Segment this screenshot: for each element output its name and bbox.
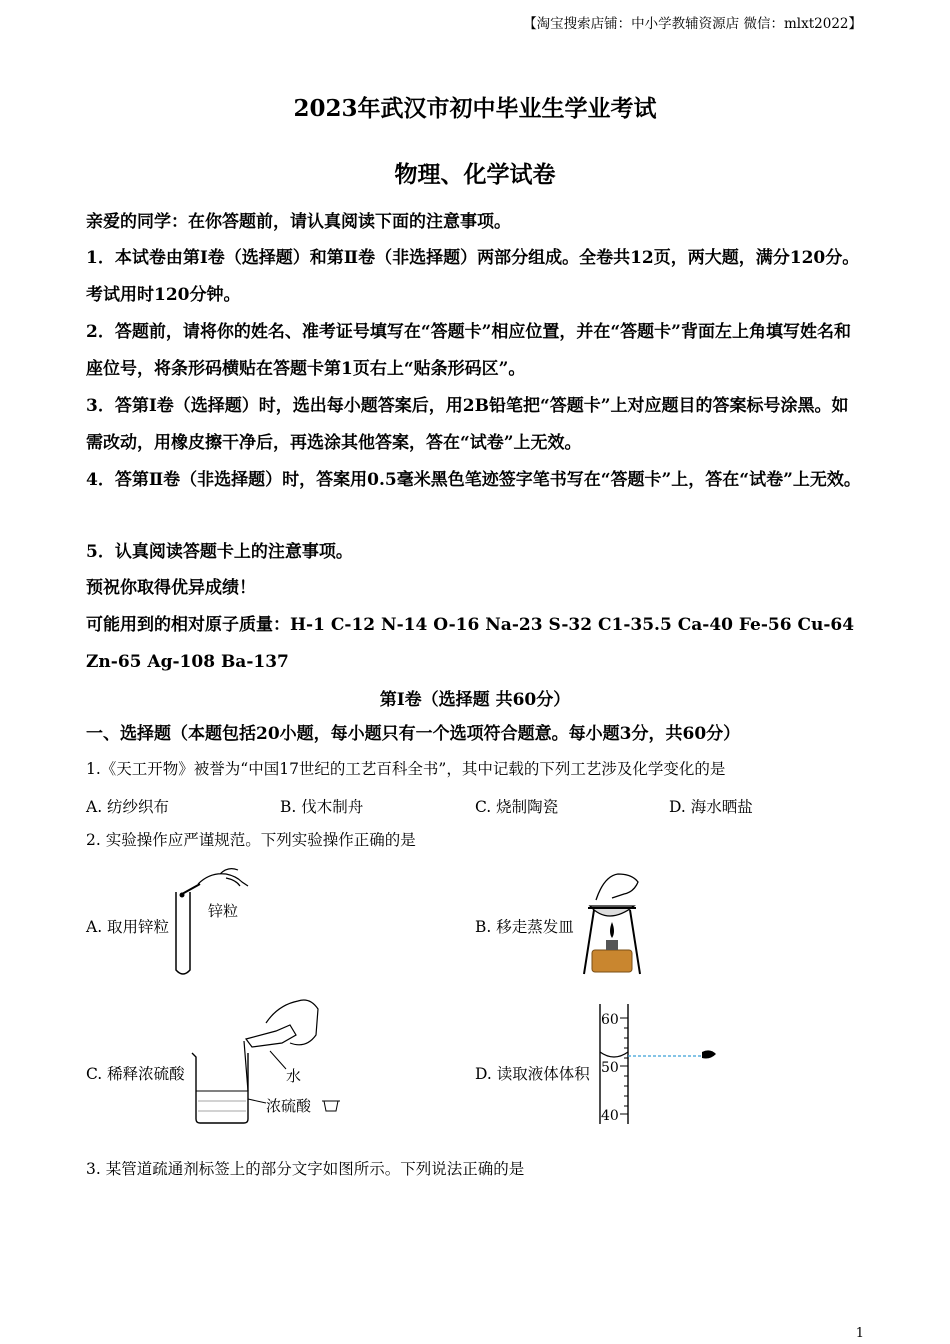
atomic-masses: 可能用到的相对原子质量：H-1 C-12 N-14 O-16 Na-23 S-32 C1-35.5 Ca-40 Fe-56 Cu-64 Zn-65 Ag-108 Ba-137 bbox=[86, 615, 855, 672]
question-1-option-a: A. 纺纱织布 bbox=[86, 798, 170, 816]
question-1-option-b: B. 伐木制舟 bbox=[280, 798, 364, 816]
header-note: 【淘宝搜索店铺：中小学教辅资源店 微信：mlxt2022】 bbox=[523, 16, 862, 32]
notice-item-4: 4．答第Ⅱ卷（非选择题）时，答案用0.5毫米黑色笔迹签字笔书写在“答题卡”上，答在“试卷”上无效。 bbox=[86, 470, 861, 490]
figure-evaporating-dish bbox=[578, 862, 648, 978]
question-1-option-c: C. 烧制陶瓷 bbox=[475, 798, 559, 816]
notice-item-5: 5．认真阅读答题卡上的注意事项。 bbox=[86, 542, 353, 562]
tick-40: 40 bbox=[601, 1108, 619, 1124]
page-title: 2023年武汉市初中毕业生学业考试 bbox=[293, 95, 657, 122]
tick-60: 60 bbox=[601, 1012, 619, 1028]
figure-dilute-acid bbox=[186, 995, 356, 1130]
label-zinc: 锌粒 bbox=[208, 902, 239, 920]
question-3-stem: 3. 某管道疏通剂标签上的部分文字如图所示。下列说法正确的是 bbox=[86, 1160, 525, 1178]
question-1-stem: 1.《天工开物》被誉为“中国17世纪的工艺百科全书”，其中记载的下列工艺涉及化学变化的是 bbox=[86, 760, 726, 778]
label-acid: 浓硫酸 bbox=[266, 1097, 312, 1115]
figure-graduated-cylinder bbox=[596, 1000, 726, 1128]
tick-50: 50 bbox=[601, 1060, 619, 1076]
question-2-option-a: A. 取用锌粒 bbox=[86, 918, 170, 936]
question-2-option-d: D. 读取液体体积 bbox=[475, 1065, 590, 1083]
section-title: 第Ⅰ卷（选择题 共60分） bbox=[379, 690, 571, 710]
question-2-option-c: C. 稀释浓硫酸 bbox=[86, 1065, 185, 1083]
question-1-option-d: D. 海水晒盐 bbox=[669, 798, 753, 816]
question-2-stem: 2. 实验操作应严谨规范。下列实验操作正确的是 bbox=[86, 831, 416, 849]
notice-item-2: 2．答题前，请将你的姓名、准考证号填写在“答题卡”相应位置，并在“答题卡”背面左上角填写姓名和座位号，将条形码横贴在答题卡第1页右上“贴条形码区”。 bbox=[86, 322, 851, 379]
label-water: 水 bbox=[286, 1067, 302, 1085]
figure-zinc-test-tube bbox=[170, 862, 260, 980]
question-2-option-b: B. 移走蒸发皿 bbox=[475, 918, 574, 936]
page-number: 1 bbox=[855, 1326, 864, 1341]
notice-item-1: 1．本试卷由第Ⅰ卷（选择题）和第Ⅱ卷（非选择题）两部分组成。全卷共12页，两大题，满分120分。考试用时120分钟。 bbox=[86, 248, 860, 305]
notice-wish: 预祝你取得优异成绩！ bbox=[86, 578, 256, 598]
notice-item-3: 3．答第Ⅰ卷（选择题）时，选出每小题答案后，用2B铅笔把“答题卡”上对应题目的答案标号涂黑。如需改动，用橡皮擦干净后，再选涂其他答案，答在“试卷”上无效。 bbox=[86, 396, 849, 453]
notice-intro: 亲爱的同学：在你答题前，请认真阅读下面的注意事项。 bbox=[86, 212, 511, 232]
page-subtitle: 物理、化学试卷 bbox=[394, 161, 556, 188]
part-title: 一、选择题（本题包括20小题，每小题只有一个选项符合题意。每小题3分，共60分） bbox=[86, 724, 741, 744]
